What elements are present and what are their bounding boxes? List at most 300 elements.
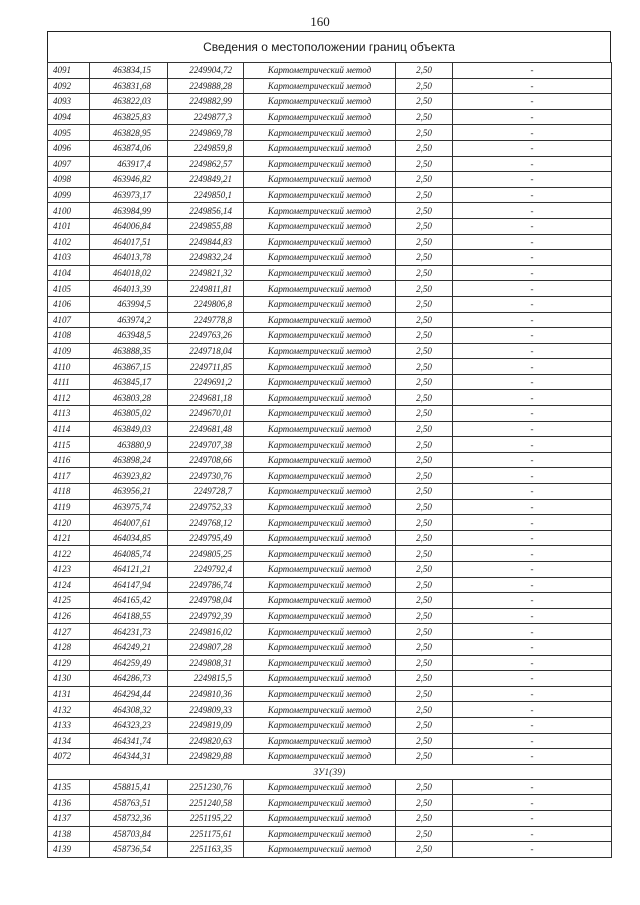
table-row [48,593,612,609]
method-cell: Картометрический метод [244,810,396,826]
y-coordinate-cell: 2249904,72 [168,63,244,79]
point-number-cell: 4098 [48,172,90,188]
point-number-cell: 4115 [48,437,90,453]
method-cell: Картометрический метод [244,639,396,655]
accuracy-cell: 2,50 [396,749,453,765]
y-coordinate-cell: 2251195,22 [168,810,244,826]
method-cell: Картометрический метод [244,203,396,219]
method-cell: Картометрический метод [244,499,396,515]
accuracy-cell: 2,50 [396,826,453,842]
table-row [48,717,612,733]
x-coordinate-cell: 464017,51 [90,234,168,250]
accuracy-cell: 2,50 [396,390,453,406]
description-cell: - [453,749,612,765]
description-cell: - [453,624,612,640]
accuracy-cell: 2,50 [396,203,453,219]
method-cell: Картометрический метод [244,733,396,749]
method-cell: Картометрический метод [244,562,396,578]
table-row [48,94,612,110]
accuracy-cell: 2,50 [396,795,453,811]
table-row [48,639,612,655]
table-row [48,546,612,562]
point-number-cell: 4094 [48,109,90,125]
table-row [48,826,612,842]
table-row [48,203,612,219]
point-number-cell: 4116 [48,452,90,468]
table-row [48,795,612,811]
table-row [48,109,612,125]
table-row [48,234,612,250]
point-number-cell: 4100 [48,203,90,219]
y-coordinate-cell: 2249819,09 [168,717,244,733]
x-coordinate-cell: 463822,03 [90,94,168,110]
table-row [48,406,612,422]
method-cell: Картометрический метод [244,328,396,344]
table-row [48,187,612,203]
accuracy-cell: 2,50 [396,109,453,125]
table-row [48,281,612,297]
x-coordinate-cell: 463917,4 [90,156,168,172]
x-coordinate-cell: 464018,02 [90,265,168,281]
y-coordinate-cell: 2249829,88 [168,749,244,765]
table-row [48,421,612,437]
description-cell: - [453,779,612,795]
method-cell: Картометрический метод [244,187,396,203]
x-coordinate-cell: 464034,85 [90,530,168,546]
method-cell: Картометрический метод [244,63,396,79]
y-coordinate-cell: 2249681,48 [168,421,244,437]
x-coordinate-cell: 463956,21 [90,484,168,500]
description-cell: - [453,671,612,687]
accuracy-cell: 2,50 [396,125,453,141]
point-number-cell: 4101 [48,218,90,234]
description-cell: - [453,468,612,484]
page-number: 160 [310,14,330,29]
description-cell: - [453,296,612,312]
point-number-cell: 4093 [48,94,90,110]
description-cell: - [453,109,612,125]
method-cell: Картометрический метод [244,109,396,125]
table-row [48,562,612,578]
y-coordinate-cell: 2249763,26 [168,328,244,344]
x-coordinate-cell: 463994,5 [90,296,168,312]
point-number-cell: 4102 [48,234,90,250]
description-cell: - [453,733,612,749]
accuracy-cell: 2,50 [396,328,453,344]
x-coordinate-cell: 463867,15 [90,359,168,375]
accuracy-cell: 2,50 [396,686,453,702]
description-cell: - [453,810,612,826]
accuracy-cell: 2,50 [396,421,453,437]
description-cell: - [453,546,612,562]
accuracy-cell: 2,50 [396,187,453,203]
accuracy-cell: 2,50 [396,530,453,546]
accuracy-cell: 2,50 [396,842,453,858]
x-coordinate-cell: 464121,21 [90,562,168,578]
y-coordinate-cell: 2249708,66 [168,452,244,468]
accuracy-cell: 2,50 [396,265,453,281]
table-row [48,328,612,344]
table-row [48,437,612,453]
description-cell: - [453,655,612,671]
point-number-cell: 4110 [48,359,90,375]
x-coordinate-cell: 463974,2 [90,312,168,328]
accuracy-cell: 2,50 [396,593,453,609]
table-row [48,63,612,79]
accuracy-cell: 2,50 [396,515,453,531]
description-cell: - [453,312,612,328]
y-coordinate-cell: 2249798,04 [168,593,244,609]
table-row [48,172,612,188]
y-coordinate-cell: 2251175,61 [168,826,244,842]
accuracy-cell: 2,50 [396,546,453,562]
point-number-cell: 4132 [48,702,90,718]
description-cell: - [453,140,612,156]
x-coordinate-cell: 463803,28 [90,390,168,406]
table-row [48,842,612,858]
description-cell: - [453,702,612,718]
method-cell: Картометрический метод [244,296,396,312]
method-cell: Картометрический метод [244,515,396,531]
table-row [48,265,612,281]
x-coordinate-cell: 463888,35 [90,343,168,359]
description-cell: - [453,187,612,203]
table-row [48,484,612,500]
description-cell: - [453,562,612,578]
accuracy-cell: 2,50 [396,312,453,328]
table-row [48,655,612,671]
x-coordinate-cell: 464323,23 [90,717,168,733]
x-coordinate-cell: 463828,95 [90,125,168,141]
table-body-section [48,779,612,857]
accuracy-cell: 2,50 [396,63,453,79]
description-cell: - [453,826,612,842]
x-coordinate-cell: 463825,83 [90,109,168,125]
y-coordinate-cell: 2251240,58 [168,795,244,811]
point-number-cell: 4122 [48,546,90,562]
description-cell: - [453,125,612,141]
table-row [48,499,612,515]
table-row [48,702,612,718]
y-coordinate-cell: 2249816,02 [168,624,244,640]
description-cell: - [453,484,612,500]
table-row [48,686,612,702]
accuracy-cell: 2,50 [396,779,453,795]
y-coordinate-cell: 2249844,83 [168,234,244,250]
x-coordinate-cell: 463805,02 [90,406,168,422]
y-coordinate-cell: 2249805,25 [168,546,244,562]
point-number-cell: 4092 [48,78,90,94]
table-row [48,810,612,826]
accuracy-cell: 2,50 [396,218,453,234]
point-number-cell: 4099 [48,187,90,203]
table-row [48,733,612,749]
table-title: Сведения о местоположении границ объекта [47,31,611,62]
description-cell: - [453,530,612,546]
point-number-cell: 4091 [48,63,90,79]
table-row [48,218,612,234]
table-row [48,156,612,172]
description-cell: - [453,639,612,655]
x-coordinate-cell: 463898,24 [90,452,168,468]
coordinates-table [47,62,612,858]
x-coordinate-cell: 458703,84 [90,826,168,842]
table-row [48,78,612,94]
point-number-cell: 4136 [48,795,90,811]
point-number-cell: 4121 [48,530,90,546]
x-coordinate-cell: 464341,74 [90,733,168,749]
table-body-main [48,63,612,765]
accuracy-cell: 2,50 [396,359,453,375]
table-row [48,343,612,359]
method-cell: Картометрический метод [244,484,396,500]
description-cell: - [453,63,612,79]
accuracy-cell: 2,50 [396,733,453,749]
point-number-cell: 4137 [48,810,90,826]
accuracy-cell: 2,50 [396,78,453,94]
y-coordinate-cell: 2249855,88 [168,218,244,234]
y-coordinate-cell: 2249869,78 [168,125,244,141]
table-row [48,452,612,468]
method-cell: Картометрический метод [244,156,396,172]
point-number-cell: 4107 [48,312,90,328]
point-number-cell: 4135 [48,779,90,795]
x-coordinate-cell: 463948,5 [90,328,168,344]
accuracy-cell: 2,50 [396,452,453,468]
y-coordinate-cell: 2249718,04 [168,343,244,359]
accuracy-cell: 2,50 [396,577,453,593]
y-coordinate-cell: 2249778,8 [168,312,244,328]
x-coordinate-cell: 464013,39 [90,281,168,297]
table-row [48,359,612,375]
y-coordinate-cell: 2249792,39 [168,608,244,624]
table-row [48,671,612,687]
x-coordinate-cell: 463831,68 [90,78,168,94]
description-cell: - [453,172,612,188]
point-number-cell: 4117 [48,468,90,484]
point-number-cell: 4118 [48,484,90,500]
method-cell: Картометрический метод [244,312,396,328]
point-number-cell: 4124 [48,577,90,593]
y-coordinate-cell: 2249832,24 [168,250,244,266]
description-cell: - [453,156,612,172]
accuracy-cell: 2,50 [396,437,453,453]
table-row [48,250,612,266]
point-number-cell: 4096 [48,140,90,156]
point-number-cell: 4106 [48,296,90,312]
method-cell: Картометрический метод [244,842,396,858]
accuracy-cell: 2,50 [396,702,453,718]
table-row [48,577,612,593]
y-coordinate-cell: 2249786,74 [168,577,244,593]
x-coordinate-cell: 458763,51 [90,795,168,811]
y-coordinate-cell: 2249877,3 [168,109,244,125]
accuracy-cell: 2,50 [396,717,453,733]
x-coordinate-cell: 464188,55 [90,608,168,624]
x-coordinate-cell: 463849,03 [90,421,168,437]
x-coordinate-cell: 463880,9 [90,437,168,453]
method-cell: Картометрический метод [244,608,396,624]
y-coordinate-cell: 2249856,14 [168,203,244,219]
y-coordinate-cell: 2249808,31 [168,655,244,671]
method-cell: Картометрический метод [244,702,396,718]
point-number-cell: 4097 [48,156,90,172]
point-number-cell: 4138 [48,826,90,842]
table-section [48,764,612,779]
table-row [48,125,612,141]
method-cell: Картометрический метод [244,250,396,266]
point-number-cell: 4095 [48,125,90,141]
method-cell: Картометрический метод [244,624,396,640]
description-cell: - [453,281,612,297]
y-coordinate-cell: 2249882,99 [168,94,244,110]
table-row [48,515,612,531]
accuracy-cell: 2,50 [396,624,453,640]
accuracy-cell: 2,50 [396,562,453,578]
y-coordinate-cell: 2249728,7 [168,484,244,500]
description-cell: - [453,717,612,733]
description-cell: - [453,686,612,702]
y-coordinate-cell: 2249807,28 [168,639,244,655]
x-coordinate-cell: 464165,42 [90,593,168,609]
method-cell: Картометрический метод [244,452,396,468]
method-cell: Картометрический метод [244,218,396,234]
description-cell: - [453,795,612,811]
method-cell: Картометрический метод [244,468,396,484]
y-coordinate-cell: 2249681,18 [168,390,244,406]
method-cell: Картометрический метод [244,140,396,156]
x-coordinate-cell: 464344,31 [90,749,168,765]
point-number-cell: 4129 [48,655,90,671]
y-coordinate-cell: 2249849,21 [168,172,244,188]
description-cell: - [453,406,612,422]
method-cell: Картометрический метод [244,546,396,562]
accuracy-cell: 2,50 [396,172,453,188]
point-number-cell: 4130 [48,671,90,687]
method-cell: Картометрический метод [244,374,396,390]
y-coordinate-cell: 2249707,38 [168,437,244,453]
description-cell: - [453,515,612,531]
y-coordinate-cell: 2249711,85 [168,359,244,375]
method-cell: Картометрический метод [244,421,396,437]
table-row [48,312,612,328]
accuracy-cell: 2,50 [396,250,453,266]
description-cell: - [453,234,612,250]
description-cell: - [453,421,612,437]
method-cell: Картометрический метод [244,234,396,250]
table-row [48,296,612,312]
x-coordinate-cell: 458732,36 [90,810,168,826]
accuracy-cell: 2,50 [396,343,453,359]
method-cell: Картометрический метод [244,390,396,406]
method-cell: Картометрический метод [244,686,396,702]
y-coordinate-cell: 2251163,35 [168,842,244,858]
method-cell: Картометрический метод [244,795,396,811]
y-coordinate-cell: 2249810,36 [168,686,244,702]
y-coordinate-cell: 2249730,76 [168,468,244,484]
description-cell: - [453,577,612,593]
table-row [48,468,612,484]
point-number-cell: 4113 [48,406,90,422]
description-cell: - [453,218,612,234]
y-coordinate-cell: 2249752,33 [168,499,244,515]
table-row [48,624,612,640]
accuracy-cell: 2,50 [396,499,453,515]
description-cell: - [453,390,612,406]
method-cell: Картометрический метод [244,717,396,733]
method-cell: Картометрический метод [244,359,396,375]
x-coordinate-cell: 458736,54 [90,842,168,858]
point-number-cell: 4120 [48,515,90,531]
method-cell: Картометрический метод [244,78,396,94]
y-coordinate-cell: 2249806,8 [168,296,244,312]
point-number-cell: 4125 [48,593,90,609]
method-cell: Картометрический метод [244,671,396,687]
y-coordinate-cell: 2249821,32 [168,265,244,281]
accuracy-cell: 2,50 [396,374,453,390]
method-cell: Картометрический метод [244,826,396,842]
description-cell: - [453,374,612,390]
description-cell: - [453,842,612,858]
description-cell: - [453,359,612,375]
accuracy-cell: 2,50 [396,406,453,422]
accuracy-cell: 2,50 [396,608,453,624]
description-cell: - [453,437,612,453]
x-coordinate-cell: 463984,99 [90,203,168,219]
x-coordinate-cell: 463973,17 [90,187,168,203]
description-cell: - [453,265,612,281]
x-coordinate-cell: 463845,17 [90,374,168,390]
x-coordinate-cell: 463874,06 [90,140,168,156]
accuracy-cell: 2,50 [396,639,453,655]
point-number-cell: 4111 [48,374,90,390]
accuracy-cell: 2,50 [396,94,453,110]
point-number-cell: 4131 [48,686,90,702]
method-cell: Картометрический метод [244,125,396,141]
x-coordinate-cell: 463975,74 [90,499,168,515]
y-coordinate-cell: 2249809,33 [168,702,244,718]
table-row [48,608,612,624]
x-coordinate-cell: 464294,44 [90,686,168,702]
accuracy-cell: 2,50 [396,296,453,312]
point-number-cell: 4104 [48,265,90,281]
description-cell: - [453,343,612,359]
y-coordinate-cell: 2249768,12 [168,515,244,531]
accuracy-cell: 2,50 [396,140,453,156]
y-coordinate-cell: 2249862,57 [168,156,244,172]
y-coordinate-cell: 2249888,28 [168,78,244,94]
table-row [48,749,612,765]
method-cell: Картометрический метод [244,172,396,188]
y-coordinate-cell: 2249792,4 [168,562,244,578]
y-coordinate-cell: 2249820,63 [168,733,244,749]
document-body [47,31,611,858]
x-coordinate-cell: 463923,82 [90,468,168,484]
x-coordinate-cell: 464013,78 [90,250,168,266]
point-number-cell: 4108 [48,328,90,344]
accuracy-cell: 2,50 [396,484,453,500]
point-number-cell: 4109 [48,343,90,359]
method-cell: Картометрический метод [244,343,396,359]
method-cell: Картометрический метод [244,265,396,281]
y-coordinate-cell: 2249670,01 [168,406,244,422]
point-number-cell: 4103 [48,250,90,266]
point-number-cell: 4119 [48,499,90,515]
accuracy-cell: 2,50 [396,234,453,250]
point-number-cell: 4114 [48,421,90,437]
method-cell: Картометрический метод [244,655,396,671]
method-cell: Картометрический метод [244,281,396,297]
